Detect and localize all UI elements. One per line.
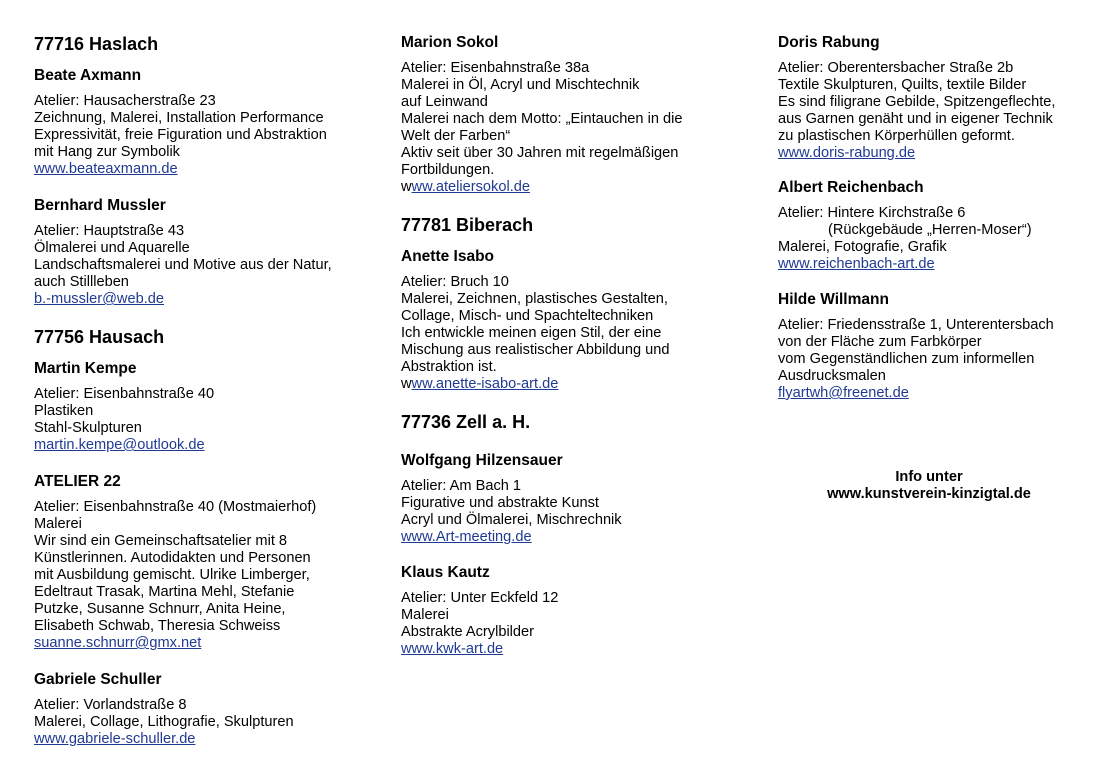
artist-entry-schuller — [34, 670, 294, 748]
description-line: Malerei nach dem Motto: „Eintauchen in die — [401, 111, 683, 127]
description-line: Abstraktion ist. — [401, 359, 497, 375]
description-line: Ölmalerei und Aquarelle — [34, 240, 190, 256]
atelier-address: Atelier: Eisenbahnstraße 40 — [34, 386, 215, 402]
description-line: Abstrakte Acrylbilder — [401, 624, 535, 640]
artist-name: Hilde Willmann — [778, 291, 889, 308]
description-line: Stahl-Skulpturen — [34, 420, 142, 436]
atelier-address: Atelier: Hauptstraße 43 — [34, 223, 185, 239]
description-line: Acryl und Ölmalerei, Mischrechnik — [401, 512, 622, 528]
artist-entry-isabo — [401, 247, 670, 393]
artist-entry-rabung — [778, 33, 1055, 162]
description-line: Malerei in Öl, Acryl und Mischtechnik — [401, 77, 640, 93]
description-line: Elisabeth Schwab, Theresia Schweiss — [34, 618, 281, 634]
website-link[interactable]: www.gabriele-schuller.de — [34, 731, 196, 747]
location-heading-hausach: 77756 Hausach — [34, 327, 165, 347]
info-label: Info unter — [895, 469, 963, 485]
website-line — [401, 179, 683, 196]
artist-entry-sokol — [401, 33, 683, 196]
website-line — [401, 376, 670, 393]
website-link[interactable]: www.doris-rabung.de — [778, 145, 916, 161]
artist-name: Anette Isabo — [401, 248, 495, 265]
atelier-address: Atelier: Bruch 10 — [401, 274, 509, 290]
website-link[interactable]: www.beateaxmann.de — [34, 161, 178, 177]
location-heading-zell: 77736 Zell a. H. — [401, 412, 531, 432]
website-link[interactable]: ww.anette-isabo-art.de — [411, 376, 559, 392]
artist-name: Wolfgang Hilzensauer — [401, 452, 563, 469]
atelier-address: Atelier: Eisenbahnstraße 40 (Mostmaierhof) — [34, 499, 317, 515]
artist-entry-reichenbach — [778, 178, 1032, 273]
email-link[interactable]: suanne.schnurr@gmx.net — [34, 635, 202, 651]
description-line: Edeltraut Trasak, Martina Mehl, Stefanie — [34, 584, 295, 600]
description-line: von der Fläche zum Farbkörper — [778, 334, 982, 350]
description-line: Fortbildungen. — [401, 162, 495, 178]
email-link[interactable]: martin.kempe@outlook.de — [34, 437, 205, 453]
artist-name: Marion Sokol — [401, 34, 499, 51]
atelier-address: Atelier: Oberentersbacher Straße 2b — [778, 60, 1014, 76]
description-line: Welt der Farben“ — [401, 128, 511, 144]
artist-entry-willmann — [778, 290, 1054, 402]
location-heading-haslach: 77716 Haslach — [34, 34, 159, 54]
website-link[interactable]: www.kwk-art.de — [401, 641, 504, 657]
artist-entry-kempe — [34, 359, 214, 454]
website-link[interactable]: www.reichenbach-art.de — [778, 256, 935, 272]
location-heading-biberach: 77781 Biberach — [401, 215, 534, 235]
description-line: Malerei, Zeichnen, plastisches Gestalten, — [401, 291, 668, 307]
description-line: Malerei — [34, 516, 82, 532]
description-line: Zeichnung, Malerei, Installation Performance — [34, 110, 324, 126]
artist-name: Doris Rabung — [778, 34, 880, 51]
artist-entry-kautz — [401, 563, 558, 658]
description-line: (Rückgebäude „Herren-Moser“) — [828, 222, 1032, 238]
website-link[interactable]: www.Art-meeting.de — [401, 529, 532, 545]
description-line: auf Leinwand — [401, 94, 488, 110]
artist-name: ATELIER 22 — [34, 473, 121, 490]
description-line: Ich entwickle meinen eigen Stil, der eine — [401, 325, 662, 341]
description-line: Putzke, Susanne Schnurr, Anita Heine, — [34, 601, 286, 617]
atelier-address: Atelier: Eisenbahnstraße 38a — [401, 60, 590, 76]
artist-entry-mussler — [34, 196, 332, 308]
info-box — [826, 469, 1032, 503]
description-line: aus Garnen genäht und in eigener Technik — [778, 111, 1053, 127]
description-line: zu plastischen Körperhüllen geformt. — [778, 128, 1015, 144]
info-website[interactable]: www.kunstverein-kinzigtal.de — [827, 486, 1031, 502]
description-line: Figurative und abstrakte Kunst — [401, 495, 599, 511]
description-line: auch Stillleben — [34, 274, 129, 290]
description-line: Aktiv seit über 30 Jahren mit regelmäßigen — [401, 145, 679, 161]
email-link[interactable]: b.-mussler@web.de — [34, 291, 164, 307]
artist-name: Beate Axmann — [34, 67, 142, 84]
artist-name: Bernhard Mussler — [34, 197, 166, 214]
atelier-address: Atelier: Hintere Kirchstraße 6 — [778, 205, 966, 221]
description-line: Landschaftsmalerei und Motive aus der Natur, — [34, 257, 332, 273]
link-prefix: w — [401, 179, 412, 195]
email-link[interactable]: flyartwh@freenet.de — [778, 385, 909, 401]
description-line: Mischung aus realistischer Abbildung und — [401, 342, 670, 358]
description-line: Künstlerinnen. Autodidakten und Personen — [34, 550, 311, 566]
description-line: Es sind filigrane Gebilde, Spitzengeflechte, — [778, 94, 1056, 110]
description-line: Collage, Misch- und Spachteltechniken — [401, 308, 654, 324]
artist-name: Gabriele Schuller — [34, 671, 162, 688]
description-line: Wir sind ein Gemeinschaftsatelier mit 8 — [34, 533, 288, 549]
description-line: Expressivität, freie Figuration und Abstraktion — [34, 127, 327, 143]
description-line: Malerei, Fotografie, Grafik — [778, 239, 947, 255]
artist-name: Albert Reichenbach — [778, 179, 924, 196]
description-line: vom Gegenständlichen zum informellen — [778, 351, 1035, 367]
atelier-address: Atelier: Vorlandstraße 8 — [34, 697, 187, 713]
description-line: mit Hang zur Symbolik — [34, 144, 180, 160]
website-link[interactable]: ww.ateliersokol.de — [411, 179, 530, 195]
description-line: Textile Skulpturen, Quilts, textile Bilder — [778, 77, 1027, 93]
artist-name: Martin Kempe — [34, 360, 137, 377]
link-prefix: w — [401, 376, 412, 392]
description-line: Malerei — [401, 607, 449, 623]
artist-entry-atelier22 — [34, 472, 316, 652]
description-line: mit Ausbildung gemischt. Ulrike Limberger, — [34, 567, 310, 583]
description-line: Ausdrucksmalen — [778, 368, 886, 384]
artist-entry-axmann — [34, 66, 327, 178]
description-line: Malerei, Collage, Lithografie, Skulpturen — [34, 714, 294, 730]
description-line: Plastiken — [34, 403, 94, 419]
atelier-address: Atelier: Unter Eckfeld 12 — [401, 590, 559, 606]
atelier-address: Atelier: Am Bach 1 — [401, 478, 522, 494]
artist-entry-hilzensauer — [401, 451, 622, 546]
atelier-address: Atelier: Friedensstraße 1, Unterentersbach — [778, 317, 1054, 333]
atelier-address: Atelier: Hausacherstraße 23 — [34, 93, 216, 109]
artist-name: Klaus Kautz — [401, 564, 490, 581]
